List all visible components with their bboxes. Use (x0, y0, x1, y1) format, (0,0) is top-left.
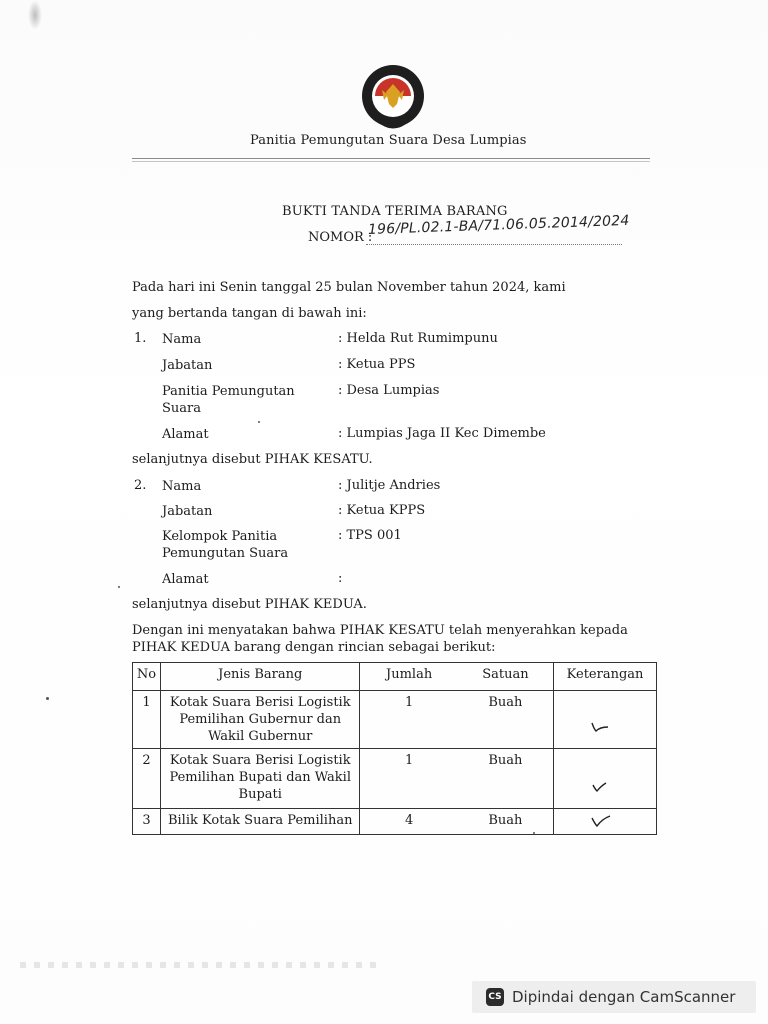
organization-name: Panitia Pemungutan Suara Desa Lumpias (250, 133, 527, 148)
party1-nama-value: : Helda Rut Rumimpunu (338, 331, 498, 346)
cell-no: 1 (133, 691, 161, 749)
party2-jabatan-value: : Ketua KPPS (338, 503, 426, 518)
party1-nama-label: Nama (162, 332, 202, 347)
header-jenis-barang: Jenis Barang (160, 663, 360, 691)
nomor-dotted-line (366, 244, 622, 245)
table-row (133, 809, 657, 835)
table-row (133, 749, 657, 809)
kpu-logo (360, 62, 426, 134)
cell-jenis: Kotak Suara Berisi Logistik Pemilihan Gubernur dan Wakil Gubernur (160, 691, 360, 749)
statement-line-1: Dengan ini menyatakan bahwa PIHAK KESATU telah menyerahkan kepada (132, 623, 628, 638)
cell-satuan: Buah (458, 749, 554, 809)
cell-no: 2 (133, 749, 161, 809)
scan-speck (46, 697, 49, 700)
scan-noise-strip (20, 962, 380, 968)
party1-jabatan-label: Jabatan (162, 358, 213, 373)
cell-keterangan (554, 691, 657, 749)
nomor-label: NOMOR : (308, 230, 373, 245)
header-no: No (133, 663, 161, 691)
cell-jumlah: 4 (360, 809, 458, 835)
checkmark-icon (590, 813, 614, 829)
scan-smudge (28, 0, 42, 30)
intro-line-1: Pada hari ini Senin tanggal 25 bulan November tahun 2024, kami (132, 280, 566, 295)
party1-number: 1. (134, 331, 147, 346)
party2-closing: selanjutnya disebut PIHAK KEDUA. (132, 597, 367, 612)
cell-jenis: Kotak Suara Berisi Logistik Pemilihan Bupati dan Wakil Bupati (160, 749, 360, 809)
cell-keterangan (554, 809, 657, 835)
table-header-row (133, 663, 657, 691)
party2-kelompok-value: : TPS 001 (338, 528, 402, 543)
cell-jumlah: 1 (360, 749, 458, 809)
items-table (132, 662, 657, 835)
party1-closing: selanjutnya disebut PIHAK KESATU. (132, 452, 373, 467)
header-satuan: Satuan (458, 663, 554, 691)
party2-nama-label: Nama (162, 479, 202, 494)
party2-kelompok-label: Kelompok Panitia Pemungutan Suara (162, 529, 289, 561)
scan-speck (258, 421, 260, 423)
header-divider-secondary (132, 161, 650, 162)
camscanner-badge (472, 981, 756, 1013)
camscanner-icon: CS (486, 988, 504, 1006)
header-jumlah: Jumlah (360, 663, 458, 691)
document-title: BUKTI TANDA TERIMA BARANG (282, 204, 508, 219)
party2-alamat-label: Alamat (162, 572, 209, 587)
checkmark-icon (590, 719, 614, 735)
party2-jabatan-label: Jabatan (162, 504, 213, 519)
party2-number: 2. (134, 478, 147, 493)
header-keterangan: Keterangan (554, 663, 657, 691)
cell-no: 3 (133, 809, 161, 835)
scan-speck (118, 586, 120, 588)
party2-alamat-value: : (338, 571, 343, 586)
cell-satuan: Buah (458, 691, 554, 749)
party1-alamat-value: : Lumpias Jaga II Kec Dimembe (338, 426, 546, 441)
cell-keterangan (554, 749, 657, 809)
party1-panitia-value: : Desa Lumpias (338, 383, 440, 398)
party2-nama-value: : Julitje Andries (338, 478, 441, 493)
statement-line-2: PIHAK KEDUA barang dengan rincian sebagai berikut: (132, 640, 496, 655)
checkmark-icon (590, 779, 614, 795)
table-row (133, 691, 657, 749)
party1-panitia-label: Panitia Pemungutan Suara (162, 384, 295, 416)
cell-satuan: Buah (458, 809, 554, 835)
header-divider (132, 158, 650, 159)
nomor-handwritten-value: 196/PL.02.1-BA/71.06.05.2014/2024 (367, 212, 630, 238)
party1-jabatan-value: : Ketua PPS (338, 357, 416, 372)
cell-jumlah: 1 (360, 691, 458, 749)
intro-line-2: yang bertanda tangan di bawah ini: (132, 306, 367, 321)
camscanner-label: Dipindai dengan CamScanner (512, 988, 736, 1006)
scan-speck (533, 832, 535, 834)
cell-jenis: Bilik Kotak Suara Pemilihan (160, 809, 360, 835)
party1-alamat-label: Alamat (162, 427, 209, 442)
